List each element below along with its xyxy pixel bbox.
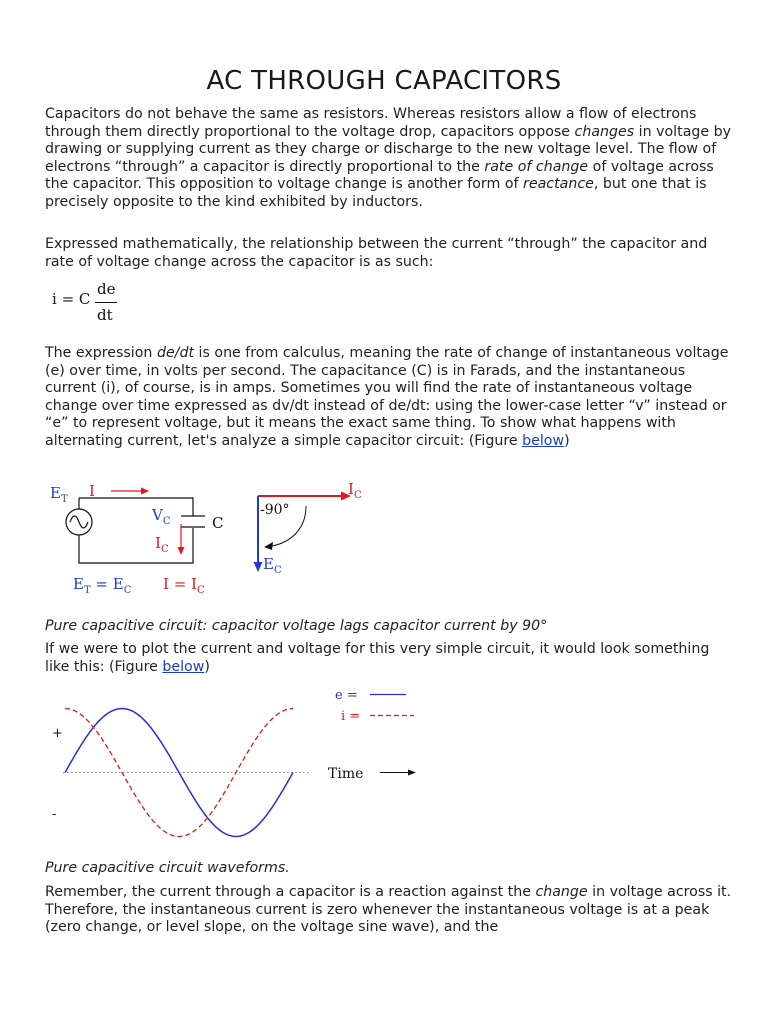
phase-angle-label: -90° bbox=[260, 502, 290, 518]
time-arrow-head bbox=[408, 770, 416, 776]
text-run: If we were to plot the current and voltage for this very simple circuit, it would look something like this: (Figure bbox=[45, 641, 710, 675]
expression-paragraph: Expressed mathematically, the relationship between the current “through” the capacitor and rate of voltage change across the capacitor is as such: bbox=[45, 236, 708, 270]
sine-wave-icon bbox=[70, 516, 88, 528]
equation-numerator: de bbox=[97, 280, 116, 298]
capacitor-circuit-diagram bbox=[45, 476, 245, 601]
voltage-phasor-head bbox=[254, 562, 263, 572]
text-run: in voltage across it. Therefore, the instantaneous current is zero whenever the instantaneous voltage is at a peak (zero change, or level slope, on the voltage sine wave), and the bbox=[45, 884, 732, 936]
emphasis-rate-of-change: rate of change bbox=[484, 158, 589, 175]
waveform-plot bbox=[45, 680, 445, 840]
emphasis-reactance: reactance bbox=[523, 176, 594, 193]
fraction-bar bbox=[95, 302, 117, 303]
circuit-wire-top bbox=[79, 498, 193, 516]
text-run: , but one that is precisely opposite to the kind exhibited by inductors. bbox=[45, 176, 707, 210]
reaction-paragraph bbox=[45, 884, 735, 937]
phasor-diagram bbox=[250, 476, 380, 580]
capacitor-voltage-label: $V_C$ bbox=[152, 506, 171, 527]
capacitor-current-label: $I_C$ bbox=[155, 534, 169, 555]
equation-lhs: i = C bbox=[52, 290, 91, 308]
equation-denominator: dt bbox=[97, 306, 113, 324]
source-voltage-label: $E_T$ bbox=[50, 484, 68, 505]
emphasis-changes: changes bbox=[574, 123, 635, 140]
circuit-wire-bottom bbox=[79, 528, 193, 563]
text-run: Capacitors do not behave the same as resistors. Whereas resistors allow a flow of electrons through them directly proportional to the voltage drop, capacitors oppose bbox=[45, 106, 697, 140]
current-legend-label: i = bbox=[341, 709, 361, 724]
figure-below-link[interactable]: below bbox=[162, 658, 205, 675]
current-phasor-label: $I_C$ bbox=[348, 480, 362, 501]
emphasis-de-dt: de/dt bbox=[156, 345, 195, 361]
emphasis-change: change bbox=[535, 884, 588, 900]
phase-angle-arrow-head bbox=[264, 542, 273, 550]
current-equality-label: $I = I_C$ bbox=[163, 575, 205, 596]
time-axis-label: Time bbox=[328, 766, 364, 782]
capacitor-current-arrow-head bbox=[178, 547, 185, 555]
positive-marker: + bbox=[52, 726, 63, 741]
text-run: ) bbox=[564, 432, 570, 449]
capacitor-label: C bbox=[212, 514, 224, 532]
waveform-caption: Pure capacitive circuit waveforms. bbox=[45, 860, 290, 876]
voltage-legend-label: e = bbox=[335, 688, 358, 703]
current-label: I bbox=[89, 482, 95, 500]
intro-paragraph bbox=[45, 106, 735, 212]
text-run: ) bbox=[204, 658, 210, 675]
text-run: of voltage across the capacitor. This opposition to voltage change is another form of bbox=[45, 158, 714, 193]
current-arrow-head bbox=[141, 488, 149, 495]
circuit-caption: Pure capacitive circuit: capacitor voltage lags capacitor current by 90° bbox=[45, 618, 548, 634]
capacitor-current-equation bbox=[52, 280, 132, 326]
voltage-phasor-label: $E_C$ bbox=[263, 555, 282, 576]
figure-below-link[interactable]: below bbox=[522, 432, 565, 449]
calculus-paragraph bbox=[45, 345, 735, 451]
text-run: in voltage by drawing or supplying current as they charge or discharge to the new voltage level. The flow of electrons “through” a capacitor is directly proportional to the bbox=[45, 123, 732, 175]
page-title: AC THROUGH CAPACITORS bbox=[206, 66, 562, 96]
text-run: The expression bbox=[45, 345, 157, 361]
text-run: Remember, the current through a capacitor is a reaction against the bbox=[45, 884, 536, 900]
voltage-equality-label: $E_T = E_C$ bbox=[73, 575, 132, 596]
plot-intro-paragraph bbox=[45, 641, 735, 676]
text-run: is one from calculus, meaning the rate of change of instantaneous voltage (e) over time, in volts per second. The capacitance (C) is in Farads, and the instantaneous current (i), of course, is in amps. Sometimes you will find the rate of instantaneous voltage change over time expressed as dv/dt instead of de/dt: using the lower-case letter “v” instead or “e” to represent voltage, but it means the exact same thing. To show what happens with alternating current, let's analyze a simple capacitor circuit: (Figure bbox=[45, 345, 729, 449]
negative-marker: - bbox=[52, 807, 57, 822]
